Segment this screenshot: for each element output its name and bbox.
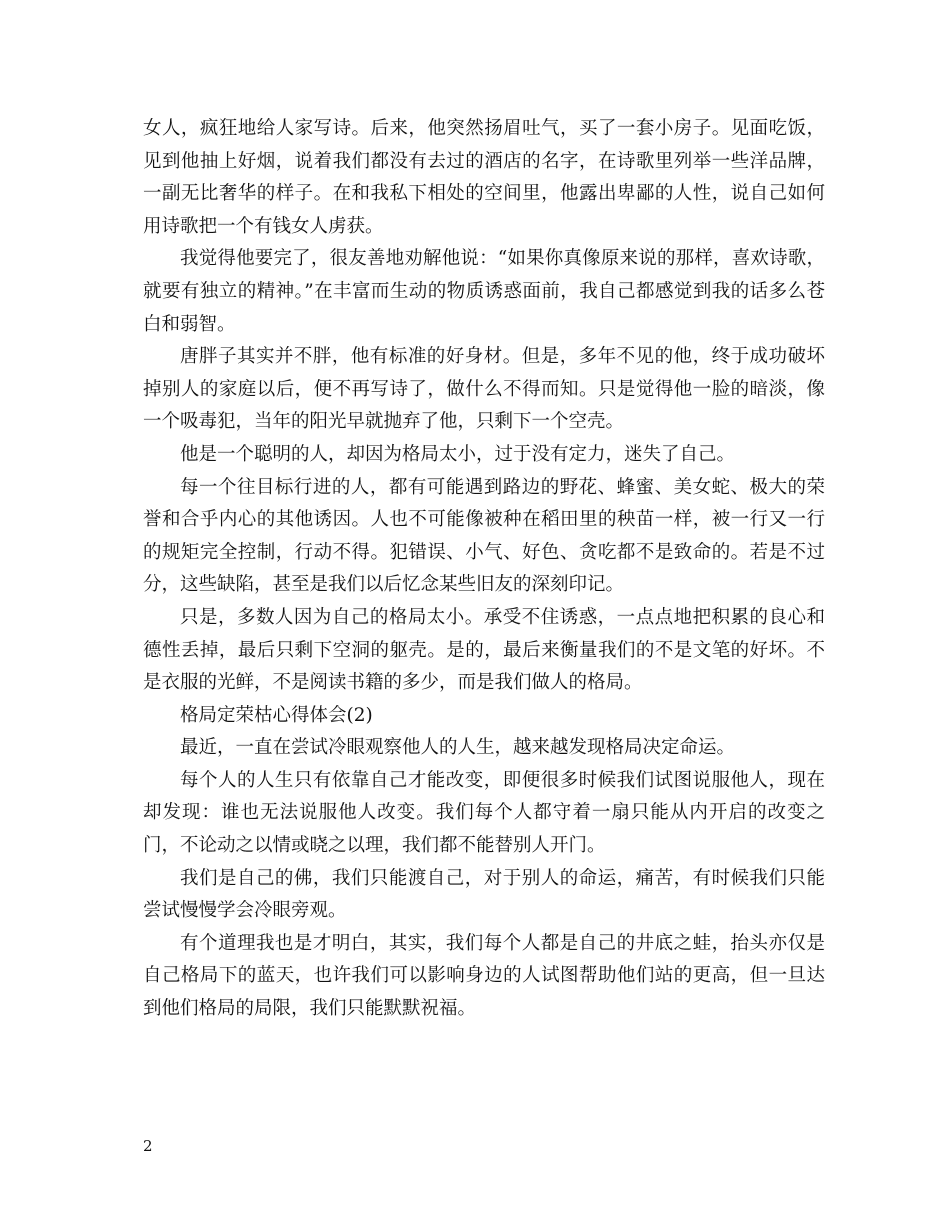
document-body [143, 113, 825, 1026]
paragraph: 只是，多数人因为自己的格局太小。承受不住诱惑，一点点地把积累的良心和德性丢掉，最后只剩下空洞的躯壳。是的，最后来衡量我们的不是文笔的好坏。不是衣服的光鲜，不是阅读书籍的多少，而是我们做人的格局。 [143, 606, 825, 694]
paragraph: 唐胖子其实并不胖，他有标准的好身材。但是，多年不见的他，终于成功破坏掉别人的家庭以后，便不再写诗了，做什么不得而知。只是觉得他一脸的暗淡，像一个吸毒犯，当年的阳光早就抛弃了他，只剩下一个空壳。 [143, 346, 825, 433]
paragraph: 我们是自己的佛，我们只能渡自己，对于别人的命运，痛苦，有时候我们只能尝试慢慢学会冷眼旁观。 [143, 867, 825, 922]
section-heading: 格局定荣枯心得体会(2) [180, 704, 373, 726]
paragraph: 最近，一直在尝试冷眼观察他人的人生，越来越发现格局决定命运。 [180, 737, 736, 759]
paragraph: 他是一个聪明的人，却因为格局太小，过于没有定力，迷失了自己。 [180, 443, 736, 465]
paragraph: 每个人的人生只有依靠自己才能改变，即便很多时候我们试图说服他人，现在却发现：谁也无法说服他人改变。我们每个人都守着一扇只能从内开启的改变之门，不论动之以情或晓之以理，我们都不能替别人开门。 [143, 769, 825, 857]
page-number: 2 [143, 1137, 153, 1155]
paragraph: 我觉得他要完了，很友善地劝解他说：“如果你真像原来说的那样，喜欢诗歌，就要有独立的精神。”在丰富而生动的物质诱惑面前，我自己都感觉到我的话多么苍白和弱智。 [143, 248, 825, 335]
paragraph-continued: 女人，疯狂地给人家写诗。后来，他突然扬眉吐气，买了一套小房子。见面吃饭，见到他抽上好烟，说着我们都没有去过的酒店的名字，在诗歌里列举一些洋品牌，一副无比奢华的样子。在和我私下相处的空间里，他露出卑鄙的人性，说自己如何用诗歌把一个有钱女人虏获。 [143, 118, 825, 237]
paragraph: 每一个往目标行进的人，都有可能遇到路边的野花、蜂蜜、美女蛇、极大的荣誉和合乎内心的其他诱因。人也不可能像被种在稻田里的秧苗一样，被一行又一行的规矩完全控制，行动不得。犯错误、小气、好色、贪吃都不是致命的。若是不过分，这些缺陷，甚至是我们以后忆念某些旧友的深刻印记。 [143, 476, 825, 596]
paragraph: 有个道理我也是才明白，其实，我们每个人都是自己的井底之蛙，抬头亦仅是自己格局下的蓝天，也许我们可以影响身边的人试图帮助他们站的更高，但一旦达到他们格局的局限，我们只能默默祝福。 [143, 932, 825, 1020]
